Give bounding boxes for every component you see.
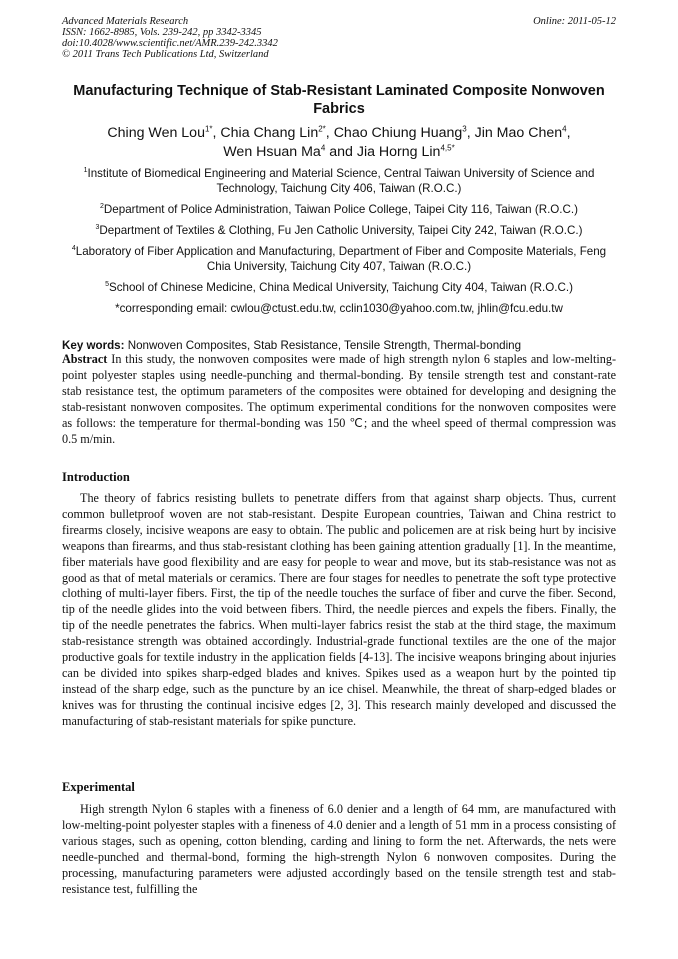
author-list [62,124,616,162]
introduction-heading: Introduction [62,470,130,484]
author: Ching Wen Lou$^{1*}$, [107,124,221,141]
journal-name: Advanced Materials Research [62,16,189,27]
abstract-text: In this study, the nonwoven composites were made of high strength nylon 6 staples and low-melting-point polyester staples using needle-punching and thermal-bonding. By tensile strength test and constant-rate stab resistance test, the optimum parameters of the composites were obtained for developing and designing the stab-resistant nonwoven composites. The optimum experimental conditions for the nonwoven composites were as follows: the temperature for thermal-bonding was 150 ℃; and the wheel speed of thermal compression was 0.5 m/min. [62,352,617,446]
abstract-label: Abstract [62,352,108,366]
keywords-label: Key words: [62,339,125,352]
online-date: Online: 2011-05-12 [533,16,616,27]
corresponding-email: *corresponding email: cwlou@ctust.edu.tw, cclin1030@yahoo.com.tw, jhlin@fcu.edu.tw [115,302,563,315]
doi-line: doi:10.4028/www.scientific.net/AMR.239-242.3342 [62,38,278,49]
introduction-paragraph: The theory of fabrics resisting bullets to penetrate differs from that against sharp objects. Thus, current common bulletproof woven are not stab-resistant. Despite European countries, Taiwan and China restrict to firearms closely, incisive weapons are easy to obtain. The public and policemen are at risk being hurt by incisive weapons than firearms, and thus stab-resistant clothing has been gaining attention gradually [1]. In the meantime, fiber materials have good flexibility and are easy for people to wear and move, but its stab-resistance was not as good as that of metal materials or ceramics. There are four stages for needles to penetrate the soft type protective clothing of multi-layer fibers. First, the tip of the needle touches the surface of fiber and curve the fiber. Second, tip of the needle glides into the void between fibers. Third, the needle pierces and expels the fibers. Finally, the tip of the needle penetrates the fabrics. When multi-layer fabrics resist the stab at the third stage, the maximum stab-resistance strength was obtained accordingly. Industrial-grade functional textiles are the one of the major productive goals for textile industry in the application fields [4-13]. The incisive weapons bringing about injuries can be divided into spikes sharp-edged blades and knives. Spikes used as a weapon hurt by the pointed tip instead of the sharp edge, such as the puncture by an ice chisel. Meanwhile, the threat of sharp-edged blades or knives was for thrusting the continual incisive edges [2, 3]. This research mainly developed and discussed the manufacturing of stab-resistant materials for spike puncture. [62,491,616,728]
author: Wen Hsuan Ma$^4$ and [223,143,357,160]
author: Chao Chiung Huang$^3$, [333,124,475,141]
affiliation: $^4$Laboratory of Fiber Application and Manufacturing, Department of Fiber and Composite Materials, Feng Chia University, Taichung City 407, Taiwan (R.O.C.) [71,245,607,273]
keywords-text: Nonwoven Composites, Stab Resistance, Tensile Strength, Thermal-bonding [127,339,522,352]
affiliation: $^1$Institute of Biomedical Engineering and Material Science, Central Taiwan University of Science and Technology, Taichung City 406, Taiwan (R.O.C.) [83,167,595,195]
keywords [62,338,616,353]
affiliation-list [62,166,616,316]
journal-header [62,16,616,60]
author: Jia Horng Lin$^{4,5*}$ [356,143,455,160]
copyright-line: © 2011 Trans Tech Publications Ltd, Switzerland [62,49,269,60]
paper-title: Manufacturing Technique of Stab-Resistant Laminated Composite Nonwoven Fabrics [73,83,605,117]
affiliation: $^2$Department of Police Administration, Taiwan Police College, Taipei City 116, Taiwan (R.O.C.) [100,203,578,216]
affiliation: $^5$School of Chinese Medicine, China Medical University, Taichung City 404, Taiwan (R.O.C.) [105,281,573,294]
author: Jin Mao Chen$^4$, [474,124,571,141]
author: Chia Chang Lin$^{2*}$, [220,124,334,141]
abstract [62,352,616,447]
issn-line: ISSN: 1662-8985, Vols. 239-242, pp 3342-3345 [62,27,262,38]
experimental-heading: Experimental [62,780,135,794]
affiliation: $^3$Department of Textiles & Clothing, Fu Jen Catholic University, Taipei City 242, Taiwan (R.O.C.) [95,224,583,237]
experimental-paragraph: High strength Nylon 6 staples with a fineness of 6.0 denier and a length of 64 mm, are manufactured with low-melting-point polyester staples with a fineness of 4.0 denier and a length of 51 mm in a process consisting of various stages, such as opening, cotton blending, carding and lining to form the net. Afterwards, the nets were needle-punched and thermal-bond, forming the high-strength Nylon 6 nonwoven composites. During the processing, manufacturing parameters were adjusted accordingly based on the tensile strength test and stab-resistance test, fulfilling the [62,802,616,896]
